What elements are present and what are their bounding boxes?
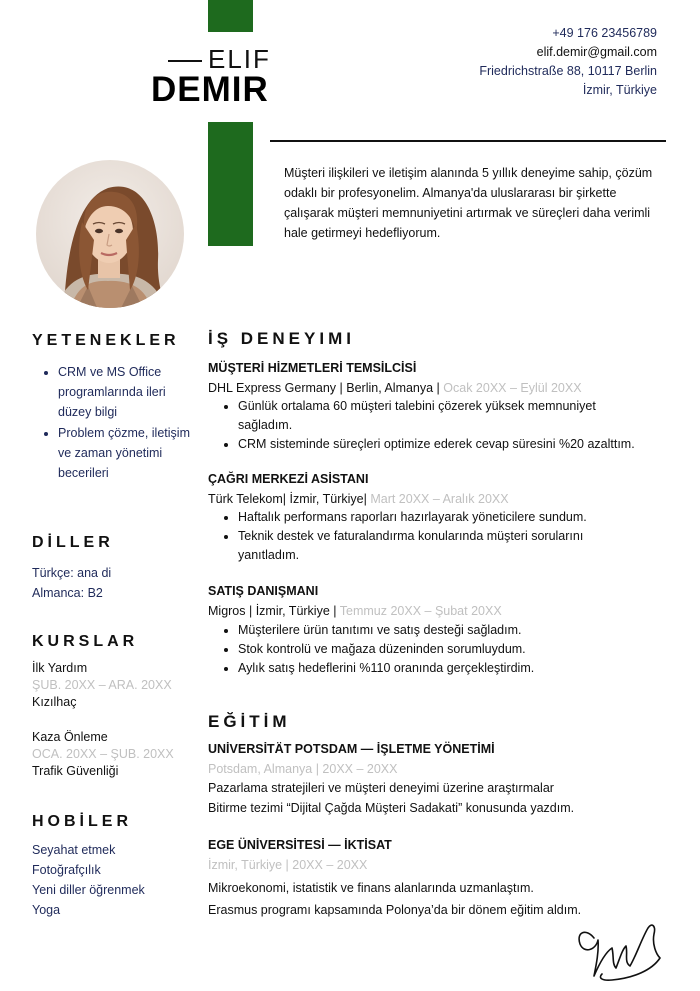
- courses-heading: KURSLAR: [32, 633, 139, 650]
- hobby-item: Yoga: [32, 903, 61, 917]
- accent-bar-top: [208, 0, 253, 32]
- skills-list: [32, 362, 192, 484]
- education-entry: [208, 838, 581, 917]
- hobbies-list: [32, 840, 145, 920]
- course-title: Kaza Önleme: [32, 730, 108, 744]
- last-name: DEMIR: [151, 70, 269, 109]
- course-org: Trafik Güvenliği: [32, 764, 119, 778]
- job-bullet: • Günlük ortalama 60 müşteri talebini çözerek yüksek memnuniyet sağladım.: [238, 397, 628, 435]
- language-item: Almanca: B2: [32, 586, 103, 600]
- languages-list: [32, 563, 111, 603]
- course-item: [32, 660, 172, 711]
- course-title: İlk Yardım: [32, 661, 88, 675]
- job-meta: [208, 381, 668, 395]
- education-title: UNİVERSİTÄT POTSDAM — İŞLETME YÖNETİMİ: [208, 742, 495, 756]
- job-date: Temmuz 20XX – Şubat 20XX: [339, 604, 502, 618]
- address: Friedrichstraße 88, 10117 Berlin: [479, 64, 657, 78]
- job-entry: [208, 584, 668, 678]
- education-heading: EĞİTİM: [208, 712, 291, 731]
- job-employer: Türk Telekom| İzmir, Türkiye|: [208, 492, 371, 506]
- signature: [572, 918, 664, 986]
- education-line: Mikroekonomi, istatistik ve finans alanlarında uzmanlaştım.: [208, 881, 534, 895]
- education-entry: [208, 742, 574, 815]
- email: elif.demir@gmail.com: [536, 45, 657, 59]
- course-org: Kızılhaç: [32, 695, 77, 709]
- job-bullet: • Müşterilere ürün tanıtımı ve satış desteği sağladım.: [238, 621, 668, 640]
- job-bullet: • Stok kontrolü ve mağaza düzeninden sorumluydum.: [238, 640, 668, 659]
- course-item: [32, 729, 174, 780]
- course-date: ŞUB. 20XX – ARA. 20XX: [32, 678, 172, 692]
- job-date: Ocak 20XX – Eylül 20XX: [443, 381, 582, 395]
- job-bullets: [208, 621, 668, 678]
- education-meta: Potsdam, Almanya | 20XX – 20XX: [208, 762, 398, 776]
- job-bullet: • Haftalık performans raporları hazırlayarak yöneticilere sundum.: [238, 508, 668, 527]
- origin: İzmir, Türkiye: [582, 83, 657, 97]
- experience-heading: İŞ DENEYIMI: [208, 329, 355, 348]
- course-date: OCA. 20XX – ŞUB. 20XX: [32, 747, 174, 761]
- profile-photo: [36, 160, 184, 308]
- languages-heading: DİLLER: [32, 534, 114, 551]
- first-name-text: ELIF: [208, 44, 271, 74]
- hobbies-heading: HOBİLER: [32, 813, 132, 830]
- education-line: Bitirme tezimi “Dijital Çağda Müşteri Sadakati” konusunda yazdım.: [208, 801, 575, 815]
- hobby-item: Yeni diller öğrenmek: [32, 883, 145, 897]
- education-line: Erasmus programı kapsamında Polonya’da bir dönem eğitim aldım.: [208, 903, 582, 917]
- education-line: Pazarlama stratejileri ve müşteri deneyimi üzerine araştırmalar: [208, 781, 554, 795]
- job-employer: DHL Express Germany | Berlin, Almanya |: [208, 381, 444, 395]
- phone: +49 176 23456789: [552, 26, 657, 40]
- education-meta: İzmir, Türkiye | 20XX – 20XX: [208, 858, 368, 872]
- job-entry: [208, 361, 668, 454]
- job-bullet: • Teknik destek ve faturalandırma konularında müşteri sorularını yanıtladım.: [238, 527, 628, 565]
- job-meta: [208, 604, 668, 618]
- skill-item: • Problem çözme, iletişim ve zaman yönetimi becerileri: [58, 423, 192, 483]
- job-entry: [208, 472, 668, 565]
- job-bullet: • CRM sisteminde süreçleri optimize ederek cevap süresini %20 azalttım.: [238, 435, 668, 454]
- contact-block: [479, 24, 657, 100]
- job-title: ÇAĞRI MERKEZİ ASİSTANI: [208, 472, 369, 486]
- profile-summary: Müşteri ilişkileri ve iletişim alanında 5 yıllık deneyime sahip, çözüm odaklı bir profesyonelim. Almanya'da uluslararası bir şirkette çalışarak müşteri memnuniyetini artırmak ve süreçleri daha verimli hale getirmeyi hedefliyorum.: [284, 166, 653, 240]
- skill-item: • CRM ve MS Office programlarında ileri düzey bilgi: [58, 362, 192, 422]
- education-title: EGE ÜNİVERSİTESİ — İKTİSAT: [208, 838, 392, 852]
- hobby-item: Fotoğrafçılık: [32, 863, 101, 877]
- header-divider: [270, 140, 666, 142]
- job-title: MÜŞTERİ HİZMETLERİ TEMSİLCİSİ: [208, 361, 417, 375]
- job-bullet: • Aylık satış hedeflerini %110 oranında gerçekleştirdim.: [238, 659, 668, 678]
- language-item: Türkçe: ana di: [32, 566, 112, 580]
- skills-heading: YETENEKLER: [32, 332, 180, 349]
- job-meta: [208, 492, 668, 506]
- job-title: SATIŞ DANIŞMANI: [208, 584, 319, 598]
- name-dash: [168, 60, 202, 62]
- job-employer: Migros | İzmir, Türkiye |: [208, 604, 340, 618]
- job-bullets: [208, 508, 668, 565]
- hobby-item: Seyahat etmek: [32, 843, 116, 857]
- job-bullets: [208, 397, 668, 454]
- job-date: Mart 20XX – Aralık 20XX: [370, 492, 509, 506]
- accent-bar-middle: [208, 122, 253, 246]
